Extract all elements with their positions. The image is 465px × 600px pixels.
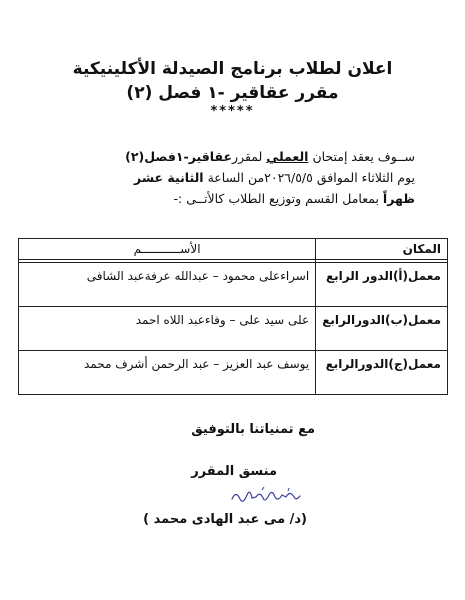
handwritten-signature: [228, 484, 308, 510]
table-row: [19, 351, 448, 395]
body-text: بمعامل القسم وتوزيع الطلاب كالأتــى :-: [173, 191, 383, 206]
column-header-names: الأســـــــــــم: [19, 239, 316, 260]
body-line-1: [25, 146, 415, 167]
column-header-place: المكان: [316, 239, 448, 260]
student-names: على سيد على – وفاءعبد اللاه احمد: [19, 307, 316, 351]
body-line-3: [25, 188, 415, 209]
body-text: لمقرر: [232, 149, 267, 164]
closing-wish: مع تمنياتنا بالتوفيق: [191, 422, 315, 437]
time-emphasis: الثانية عشر: [134, 170, 204, 185]
coordinator-name: (د/ مى عبد الهادى محمد ): [143, 512, 307, 527]
noon-emphasis: ظهراً: [382, 191, 415, 206]
student-names: اسراءعلى محمود – عبدالله عرفةعبد الشافى: [19, 263, 316, 307]
signature-scribble: [228, 484, 308, 506]
course-emphasis: عقاقير-١فصل(٢): [125, 149, 233, 164]
lab-location: معمل(أ)الدور الرابع: [316, 263, 448, 307]
body-text: ســوف يعقد إمتحان: [308, 149, 415, 164]
practical-emphasis: العملي: [266, 149, 309, 164]
body-text: يوم الثلاثاء الموافق ٢٠٢٦/٥/٥من الساعة: [203, 170, 415, 185]
distribution-table: [18, 238, 448, 395]
table-row: [19, 263, 448, 307]
lab-location: معمل(ب)الدورالرابع: [316, 307, 448, 351]
student-names: يوسف عبد العزيز – عبد الرحمن أشرف محمد: [19, 351, 316, 395]
table-row: [19, 307, 448, 351]
lab-location: معمل(ج)الدورالرابع: [316, 351, 448, 395]
coordinator-label: منسق المقرر: [191, 464, 277, 479]
announcement-body: [25, 146, 415, 209]
body-line-2: [25, 167, 415, 188]
course-title: مقرر عقاقير -١ فصل (٢): [126, 83, 339, 103]
stars-divider: *****: [210, 104, 255, 119]
announcement-title: اعلان لطلاب برنامج الصيدلة الأكلينيكية: [72, 59, 393, 79]
table-header-row: [19, 239, 448, 260]
